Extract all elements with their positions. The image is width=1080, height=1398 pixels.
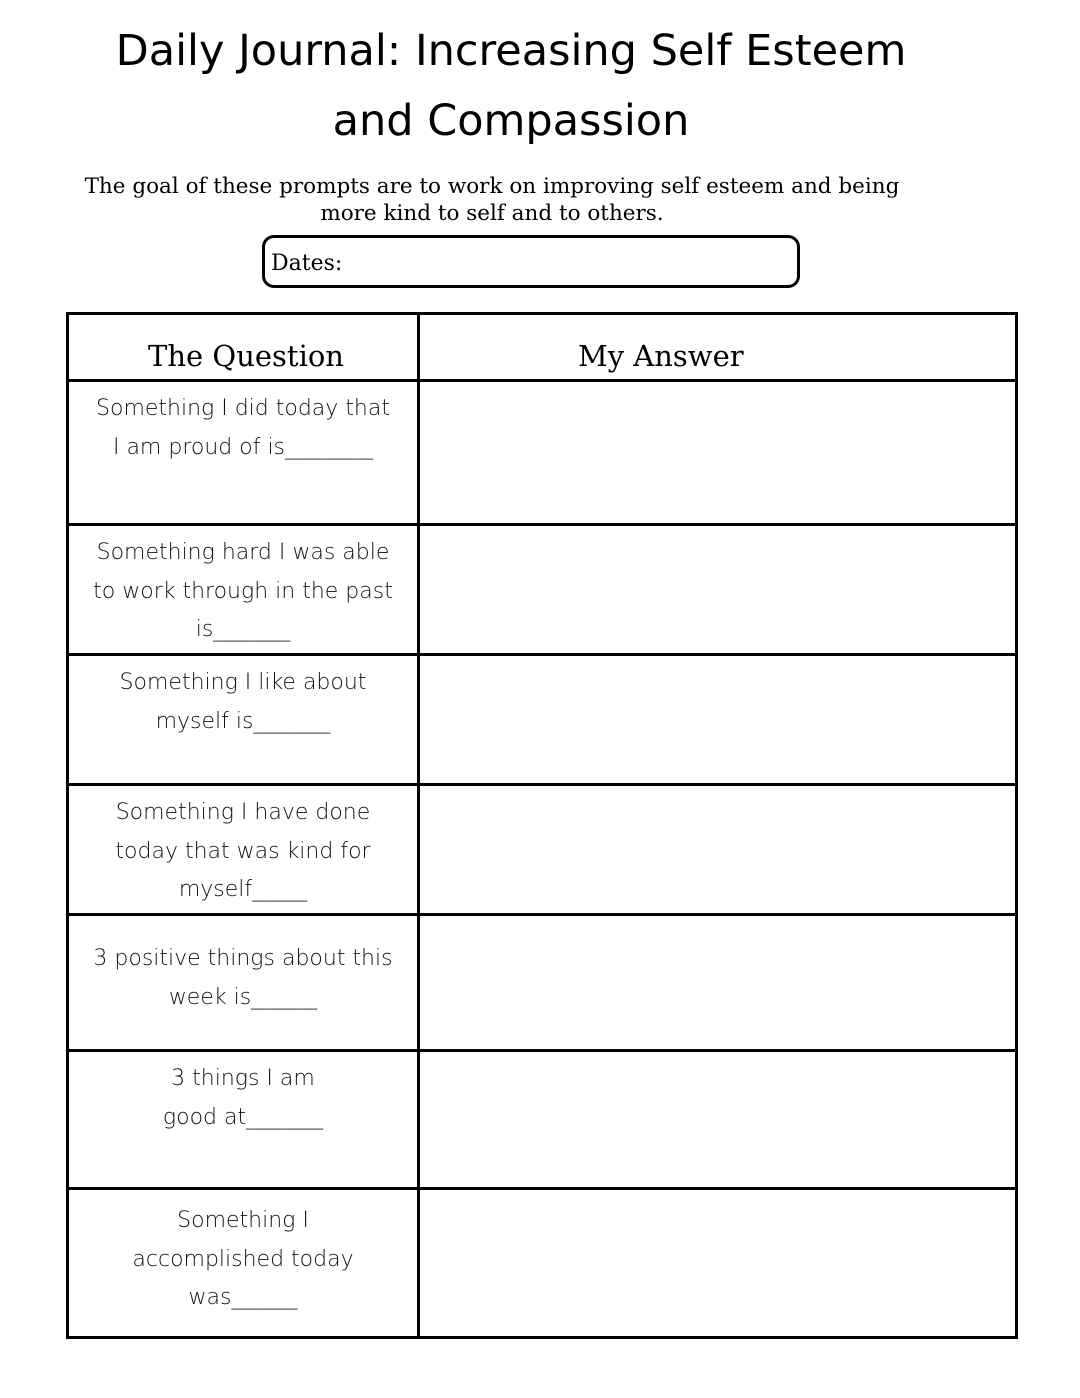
page-title-line-2: and Compassion bbox=[332, 96, 690, 146]
table-row bbox=[68, 381, 1017, 525]
question-text: Something I did today that I am proud of is________ bbox=[96, 396, 390, 460]
table-row bbox=[68, 915, 1017, 1051]
question-cell bbox=[68, 1051, 419, 1189]
journal-table bbox=[66, 312, 1018, 1339]
answer-cell[interactable] bbox=[419, 785, 1017, 915]
table-row bbox=[68, 525, 1017, 655]
question-cell bbox=[68, 525, 419, 655]
answer-cell[interactable] bbox=[419, 915, 1017, 1051]
question-text: Something I like about myself is_______ bbox=[119, 670, 367, 734]
answer-column-header: My Answer bbox=[419, 314, 1017, 381]
table-row bbox=[68, 1189, 1017, 1338]
dates-field[interactable] bbox=[262, 235, 800, 288]
table-row bbox=[68, 1051, 1017, 1189]
intro-text-line-2: more kind to self and to others. bbox=[320, 201, 664, 226]
intro-text-line-1: The goal of these prompts are to work on improving self esteem and being bbox=[84, 174, 900, 199]
question-cell bbox=[68, 915, 419, 1051]
answer-cell[interactable] bbox=[419, 1051, 1017, 1189]
dates-label: Dates: bbox=[271, 251, 343, 276]
question-cell bbox=[68, 1189, 419, 1338]
question-cell bbox=[68, 785, 419, 915]
question-cell bbox=[68, 655, 419, 785]
answer-cell[interactable] bbox=[419, 525, 1017, 655]
answer-cell[interactable] bbox=[419, 381, 1017, 525]
question-text: 3 positive things about this week is______ bbox=[93, 946, 393, 1010]
table-row bbox=[68, 785, 1017, 915]
question-text: Something I accomplished today was______ bbox=[132, 1208, 354, 1310]
table-header-row bbox=[68, 314, 1017, 381]
question-text: Something I have done today that was kind for myself_____ bbox=[115, 800, 371, 902]
question-cell bbox=[68, 381, 419, 525]
question-text: Something hard I was able to work through in the past is_______ bbox=[93, 540, 393, 642]
question-column-header: The Question bbox=[68, 314, 419, 381]
question-text: 3 things I am good at_______ bbox=[162, 1066, 324, 1130]
answer-cell[interactable] bbox=[419, 655, 1017, 785]
table-row bbox=[68, 655, 1017, 785]
answer-cell[interactable] bbox=[419, 1189, 1017, 1338]
page-title-line-1: Daily Journal: Increasing Self Esteem bbox=[115, 26, 907, 76]
